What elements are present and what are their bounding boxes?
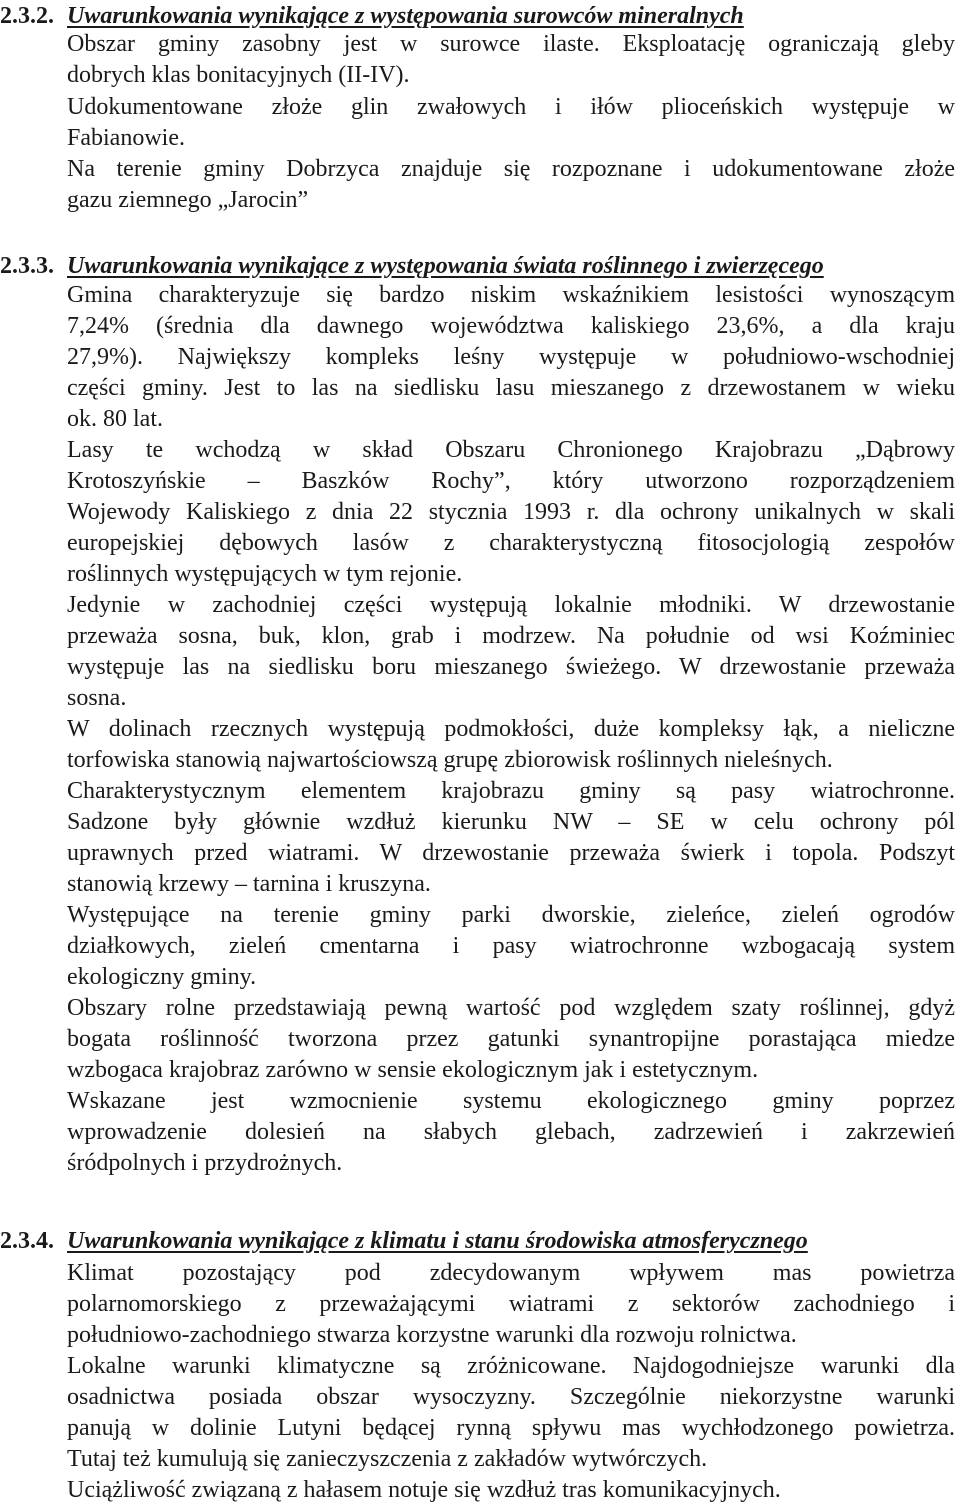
section-heading-2-3-2 [0, 1, 960, 31]
text-line: osadnictwa posiada obszar wysoczyzny. Szczególnie niekorzystne warunki [67, 1384, 955, 1410]
text-line: ekologiczny gminy. [67, 964, 257, 990]
text-line: ok. 80 lat. [67, 406, 163, 432]
section-title: Uwarunkowania wynikające z klimatu i stanu środowiska atmosferycznego [67, 1228, 808, 1254]
text-line: uprawnych przed wiatrami. W drzewostanie przeważa świerk i topola. Podszyt [67, 840, 955, 866]
text-line: Gmina charakteryzuje się bardzo niskim wskaźnikiem lesistości wynoszącym [67, 282, 955, 308]
text-line: Fabianowie. [67, 124, 185, 151]
section-title: Uwarunkowania wynikające z występowania świata roślinnego i zwierzęcego [67, 253, 824, 279]
text-line: południowo-zachodniego stwarza korzystne warunki dla rozwoju rolnictwa. [67, 1322, 797, 1348]
text-line: wprowadzenie dolesień na słabych glebach, zadrzewień i zakrzewień [67, 1119, 955, 1145]
text-line: polarnomorskiego z przeważającymi wiatrami z sektorów zachodniego i [67, 1291, 955, 1317]
text-line: Obszar gminy zasobny jest w surowce ilaste. Eksploatację ograniczają gleby [67, 31, 955, 57]
text-line: panują w dolinie Lutyni będącej rynną spływu mas wychłodzonego powietrza. [67, 1415, 955, 1441]
text-line: Wskazane jest wzmocnienie systemu ekologicznego gminy poprzez [67, 1088, 955, 1114]
text-line: roślinnych występujących w tym rejonie. [67, 561, 463, 587]
text-line: części gminy. Jest to las na siedlisku lasu mieszanego z drzewostanem w wieku [67, 375, 955, 401]
text-line: Obszary rolne przedstawiają pewną wartość pod względem szaty roślinnej, gdyż [67, 995, 955, 1021]
text-line: bogata roślinność tworzona przez gatunki synantropijne porastająca miedze [67, 1026, 955, 1052]
text-line: sosna. [67, 685, 127, 711]
text-line: Na terenie gminy Dobrzyca znajduje się rozpoznane i udokumentowane złoże [67, 156, 955, 183]
text-line: Lokalne warunki klimatyczne są zróżnicowane. Najdogodniejsze warunki dla [67, 1353, 955, 1379]
text-line: Krotoszyńskie – Baszków Rochy”, który utworzono rozporządzeniem [67, 468, 955, 494]
text-line: Jedynie w zachodniej części występują lokalnie młodniki. W drzewostanie [67, 592, 955, 618]
text-line: śródpolnych i przydrożnych. [67, 1150, 343, 1176]
text-line: torfowiska stanowią najwartościowszą grupę zbiorowisk roślinnych nieleśnych. [67, 747, 833, 773]
section-number: 2.3.3. [0, 253, 54, 279]
text-line: Tutaj też kumulują się zanieczyszczenia z zakładów wytwórczych. [67, 1446, 708, 1472]
section-2-3-2-text [67, 29, 955, 217]
text-line: wzbogaca krajobraz zarówno w sensie ekologicznym jak i estetycznym. [67, 1057, 759, 1083]
text-line: Lasy te wchodzą w skład Obszaru Chronionego Krajobrazu „Dąbrowy [67, 437, 955, 463]
text-line: Uciążliwość związaną z hałasem notuje się wzdłuż tras komunikacyjnych. [67, 1477, 781, 1503]
section-title: Uwarunkowania wynikające z występowania surowców mineralnych [67, 3, 744, 29]
text-line: stanowią krzewy – tarnina i kruszyna. [67, 871, 431, 897]
section-2-3-4-text [67, 1258, 955, 1506]
text-line: Wojewody Kaliskiego z dnia 22 stycznia 1993 r. dla ochrony unikalnych w skali [67, 499, 955, 525]
text-line: Udokumentowane złoże glin zwałowych i iłów plioceńskich występuje w [67, 93, 955, 120]
text-line: 7,24% (średnia dla dawnego województwa kaliskiego 23,6%, a dla kraju [67, 313, 955, 339]
text-line: dobrych klas bonitacyjnych (II-IV). [67, 62, 410, 89]
section-number: 2.3.4. [0, 1228, 54, 1254]
text-line: gazu ziemnego „Jarocin” [67, 187, 309, 214]
text-line: Charakterystycznym elementem krajobrazu gminy są pasy wiatrochronne. [67, 778, 955, 804]
section-heading-2-3-4 [0, 1226, 960, 1256]
text-line: 27,9%). Największy kompleks leśny występuje w południowo-wschodniej [67, 344, 955, 370]
text-line: W dolinach rzecznych występują podmokłości, duże kompleksy łąk, a nieliczne [67, 716, 955, 742]
text-line: przeważa sosna, buk, klon, grab i modrzew. Na południe od wsi Koźminiec [67, 623, 955, 649]
text-line: europejskiej dębowych lasów z charakterystyczną fitosocjologią zespołów [67, 530, 955, 556]
text-line: Sadzone były głównie wzdłuż kierunku NW – SE w celu ochrony pól [67, 809, 955, 835]
section-number: 2.3.2. [0, 3, 54, 29]
text-line: Występujące na terenie gminy parki dworskie, zieleńce, zieleń ogrodów [67, 902, 955, 928]
text-line: Klimat pozostający pod zdecydowanym wpływem mas powietrza [67, 1260, 955, 1286]
text-line: występuje las na siedlisku boru mieszanego świeżego. W drzewostanie przeważa [67, 654, 955, 680]
section-2-3-3-text [67, 280, 955, 1179]
text-line: działkowych, zieleń cmentarna i pasy wiatrochronne wzbogacają system [67, 933, 955, 959]
section-heading-2-3-3 [0, 251, 960, 281]
